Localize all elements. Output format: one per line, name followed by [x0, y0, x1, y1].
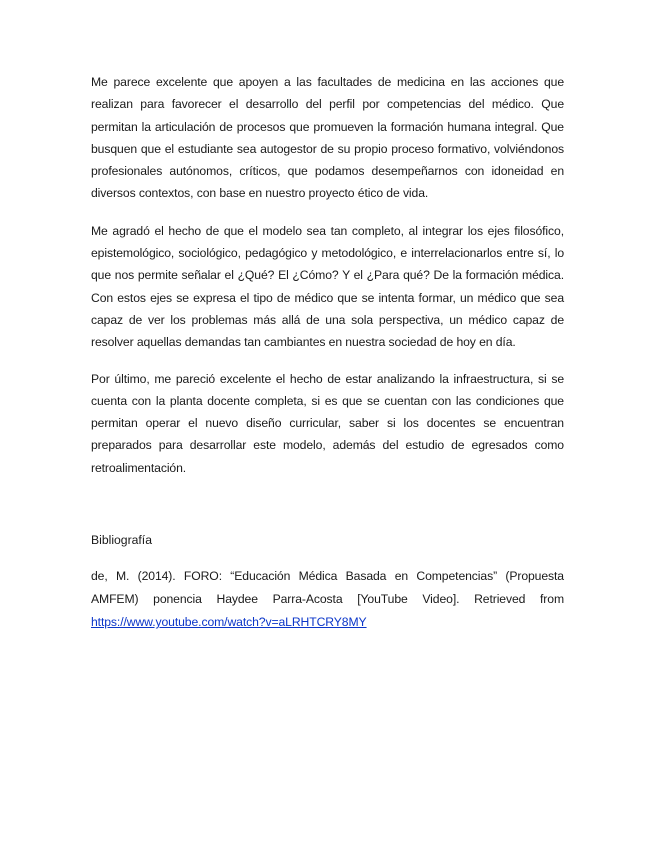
reference-link[interactable]: https://www.youtube.com/watch?v=aLRHTCRY8MY: [91, 615, 367, 630]
reference-text: de, M. (2014). FORO: “Educación Médica Basada en Competencias” (Propuesta AMFEM) ponencia Haydee Parra-Acosta [YouTube Video]. Retrieved from: [91, 569, 564, 607]
bibliography-heading: Bibliografía: [91, 533, 152, 548]
paragraph-1: Me parece excelente que apoyen a las facultades de medicina en las acciones que realizan para favorecer el desarrollo del perfil por competencias del médico. Que permitan la articulación de procesos que promueven la formación humana integral. Que busquen que el estudiante sea autogestor de su propio proceso formativo, volviéndonos profesionales autónomos, críticos, que podamos desempeñarnos con idoneidad en diversos contextos, con base en nuestro proyecto ético de vida.: [91, 75, 564, 201]
bibliography-reference: [91, 565, 564, 634]
paragraph-3: Por último, me pareció excelente el hecho de estar analizando la infraestructura, si se cuenta con la planta docente completa, si es que se cuentan con las condiciones que permitan operar el nuevo diseño curricular, saber si los docentes se encuentran preparados para desarrollar este modelo, además del estudio de egresados como retroalimentación.: [91, 371, 564, 475]
paragraph-2: Me agradó el hecho de que el modelo sea tan completo, al integrar los ejes filosófico, epistemológico, sociológico, pedagógico y metodológico, e interrelacionarlos entre sí, lo que nos permite señalar el ¿Qué? El ¿Cómo? Y el ¿Para qué? De la formación médica. Con estos ejes se expresa el tipo de médico que se intenta formar, un médico que sea capaz de ver los problemas más allá de una sola perspectiva, un médico capaz de resolver aquellas demandas tan cambiantes en nuestra sociedad de hoy en día.: [91, 223, 564, 350]
document-body: [91, 71, 564, 634]
